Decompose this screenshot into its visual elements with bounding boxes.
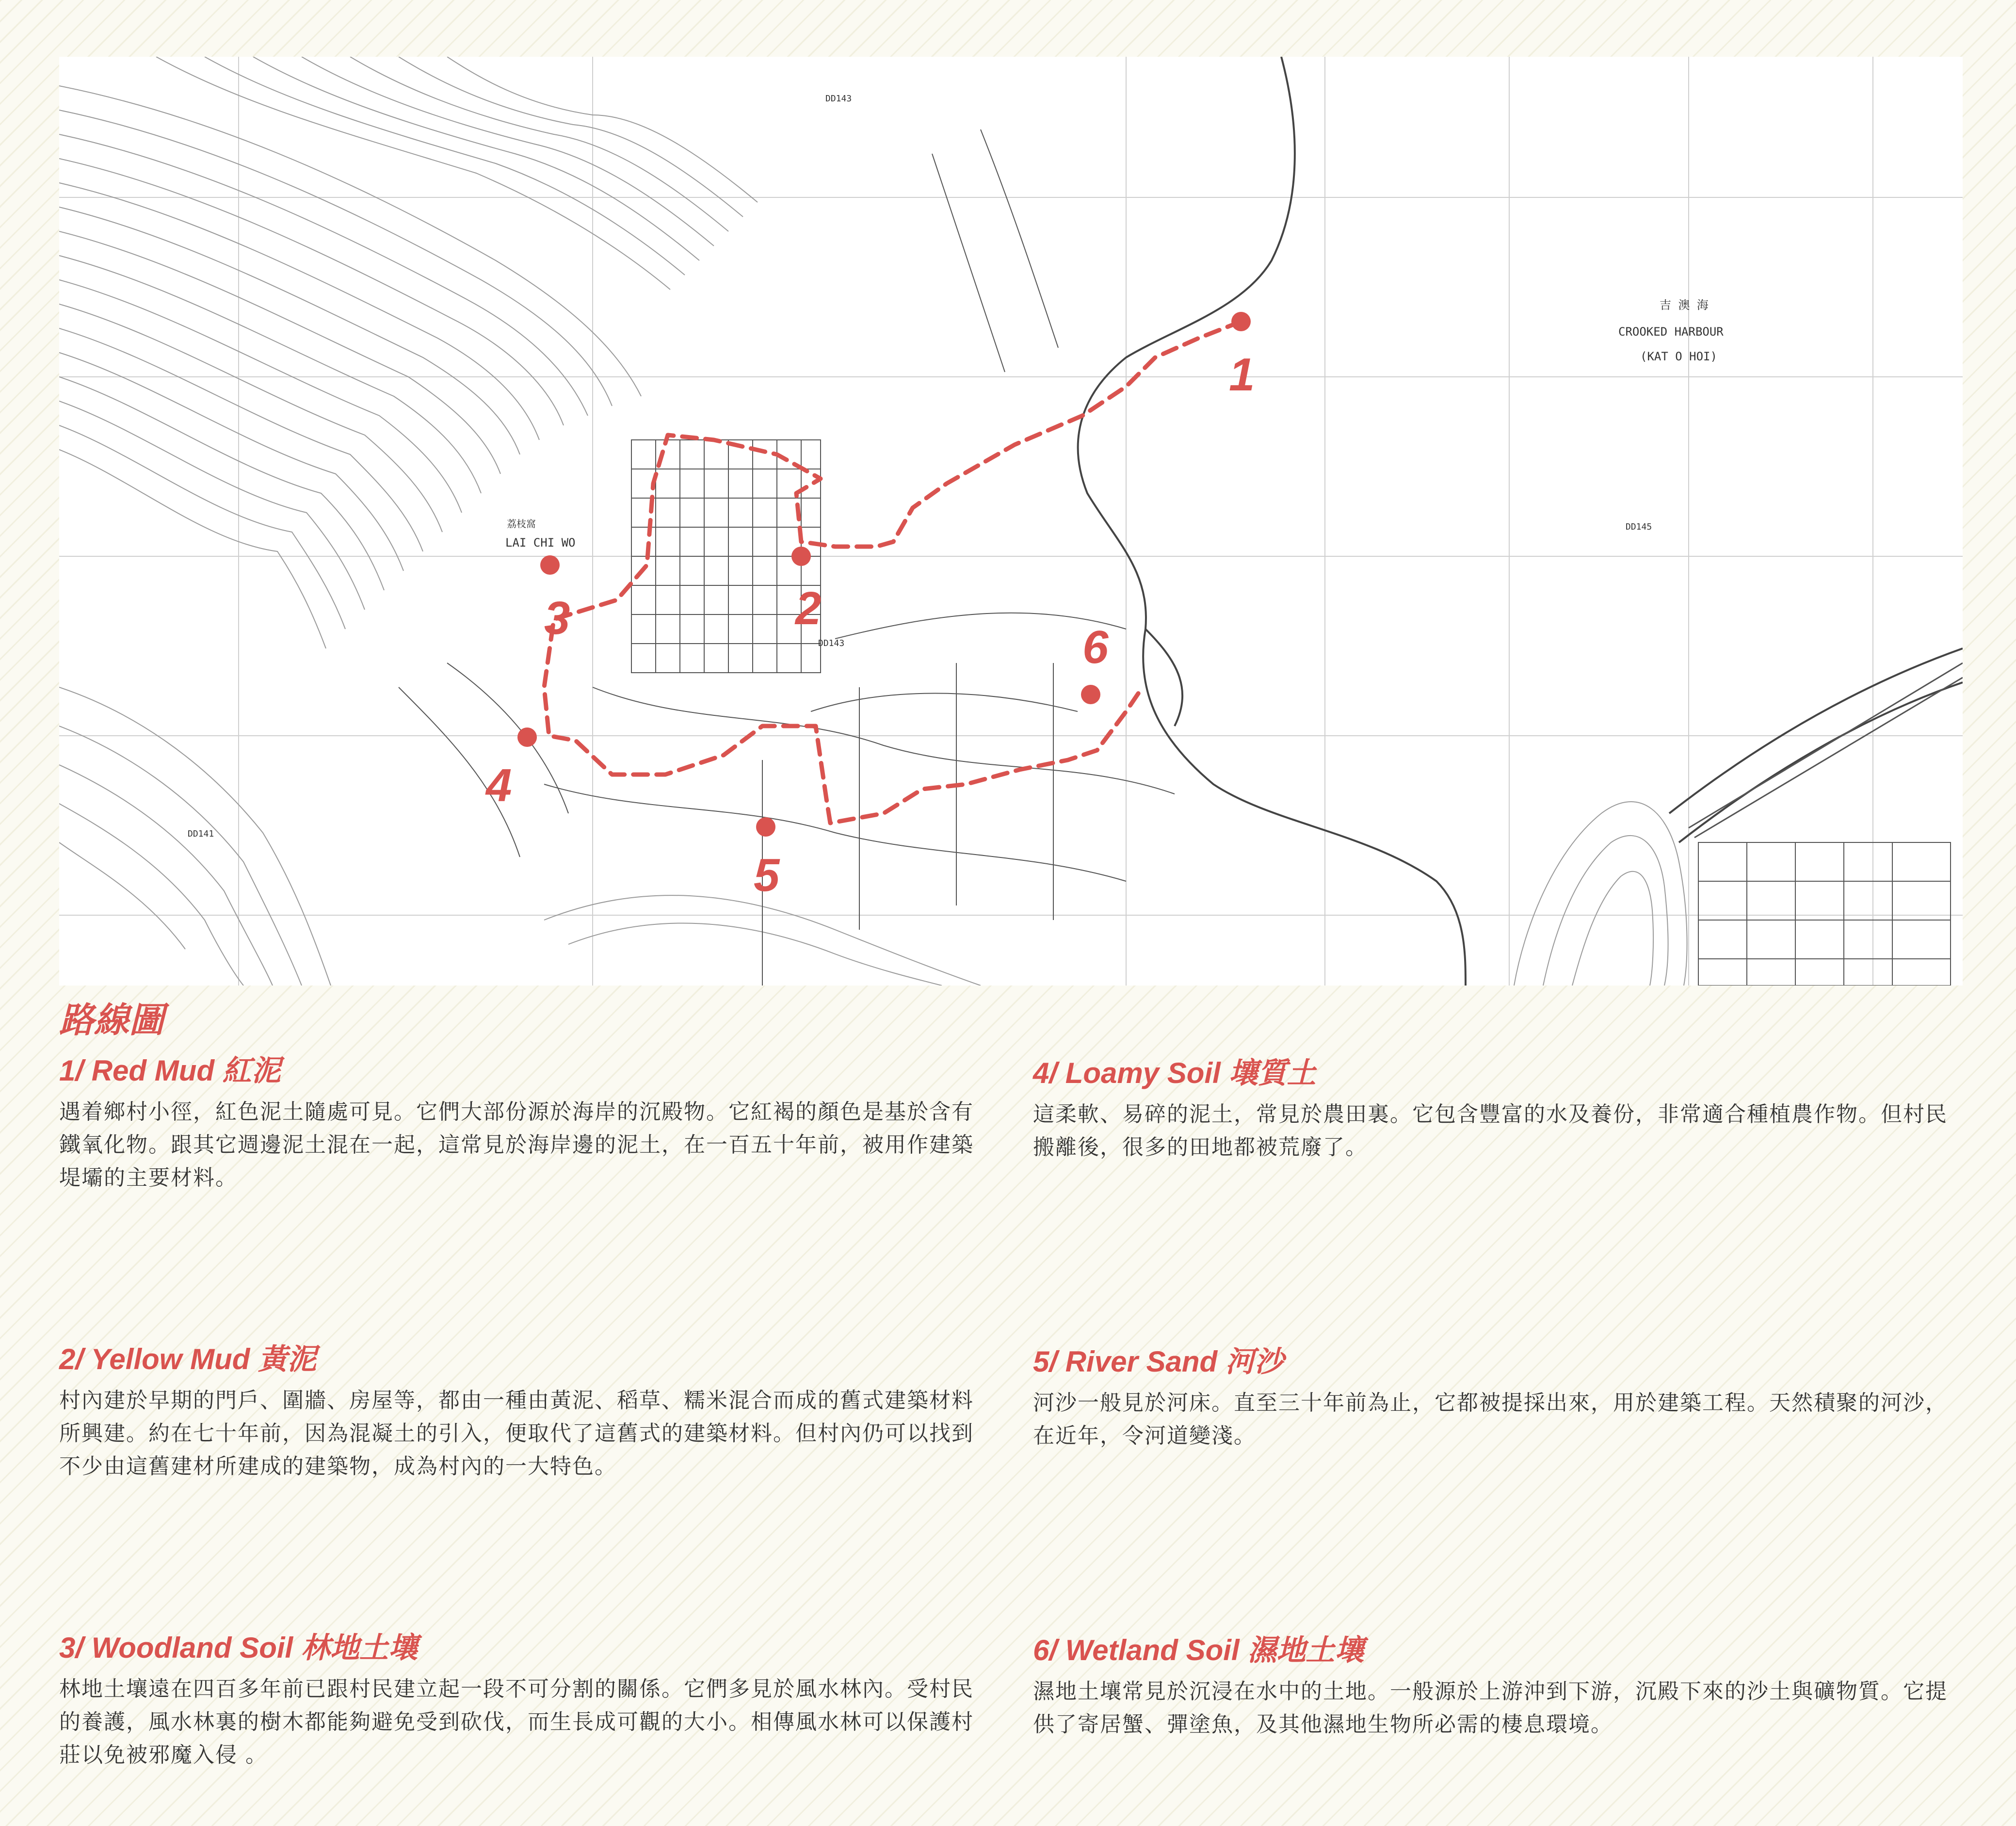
section-heading: 5/ River Sand 河沙 <box>1033 1345 1284 1378</box>
lot-label-dd141: DD141 <box>188 829 214 839</box>
coastline <box>1078 57 1963 986</box>
section-body: 濕地土壤常見於沉浸在水中的土地。一般源於上游沖到下游，沉殿下來的沙土與礦物質。它提供了寄居蟹、彈塗魚，及其他濕地生物所必需的棲息環境。 <box>1033 1679 1948 1737</box>
map-grid <box>59 57 1963 986</box>
village-label-zh: 荔枝窩 <box>507 518 536 530</box>
map-title: 路線圖 <box>59 1000 164 1040</box>
lot-label-dd143-mid: DD143 <box>818 638 845 648</box>
land-parcels <box>399 129 1951 986</box>
section-heading: 3/ Woodland Soil 林地土壤 <box>59 1632 418 1664</box>
route-label-3: 3 <box>544 592 570 644</box>
route-point-5-marker[interactable] <box>756 817 775 837</box>
route-label-6: 6 <box>1082 621 1109 673</box>
route-markers <box>517 312 1251 837</box>
section-loamy-soil <box>1033 1057 1954 1164</box>
section-red-mud <box>59 1055 981 1195</box>
route-map <box>59 57 1963 986</box>
route-point-1-marker[interactable] <box>1231 312 1251 331</box>
sea-label-en: CROOKED HARBOUR <box>1618 325 1724 339</box>
sea-label-zh: 吉 澳 海 <box>1660 298 1709 312</box>
section-heading: 2/ Yellow Mud 黃泥 <box>59 1343 317 1375</box>
section-wetland-soil <box>1033 1634 1954 1741</box>
route-point-2-marker[interactable] <box>791 547 811 566</box>
contour-lines <box>59 57 1687 986</box>
route-label-5: 5 <box>754 849 780 901</box>
map-svg <box>59 57 1963 986</box>
village-label-en: LAI CHI WO <box>505 536 576 549</box>
section-body: 這柔軟、易碎的泥土，常見於農田裏。它包含豐富的水及養份，非常適合種植農作物。但村民搬離後，很多的田地都被荒廢了。 <box>1033 1102 1948 1160</box>
section-body: 林地土壤遠在四百多年前已跟村民建立起一段不可分割的關係。它們多見於風水林內。受村民的養護，風水林裏的樹木都能夠避免受到砍伐，而生長成可觀的大小。相傳風水林可以保護村莊以免被邪魔入侵 。 <box>59 1677 974 1767</box>
lot-label-dd143-top: DD143 <box>825 94 852 104</box>
route-point-4-marker[interactable] <box>517 727 537 747</box>
route-point-6-marker[interactable] <box>1081 685 1100 704</box>
pier <box>1689 663 1963 838</box>
section-heading: 6/ Wetland Soil 濕地土壤 <box>1033 1634 1364 1666</box>
route-label-4: 4 <box>486 759 512 811</box>
sea-label-alt: (KAT O HOI) <box>1640 350 1717 363</box>
section-yellow-mud <box>59 1343 981 1483</box>
route-point-3-marker[interactable] <box>540 555 560 575</box>
section-woodland-soil <box>59 1632 981 1772</box>
section-heading: 1/ Red Mud 紅泥 <box>59 1054 281 1087</box>
route-label-2: 2 <box>795 582 822 634</box>
section-river-sand <box>1033 1346 1954 1453</box>
section-body: 村內建於早期的門戶、圍牆、房屋等，都由一種由黃泥、稻草、糯米混合而成的舊式建築材料所興建。約在七十年前，因為混凝土的引入，便取代了這舊式的建築材料。但村內仍可以找到不少由這舊建材所建成的建築物，成為村內的一大特色。 <box>59 1388 974 1479</box>
route-label-1: 1 <box>1229 349 1255 401</box>
section-heading: 4/ Loamy Soil 壤質土 <box>1033 1057 1316 1089</box>
section-body: 遇着鄉村小徑，紅色泥土隨處可見。它們大部份源於海岸的沉殿物。它紅褐的顏色是基於含有鐵氧化物。跟其它週邊泥土混在一起，這常見於海岸邊的泥土，在一百五十年前，被用作建築堤壩的主要材料。 <box>59 1099 974 1190</box>
lot-label-dd145: DD145 <box>1626 522 1652 532</box>
section-body: 河沙一般見於河床。直至三十年前為止，它都被提採出來，用於建築工程。天然積聚的河沙，在近年，令河道變淺。 <box>1033 1390 1948 1448</box>
